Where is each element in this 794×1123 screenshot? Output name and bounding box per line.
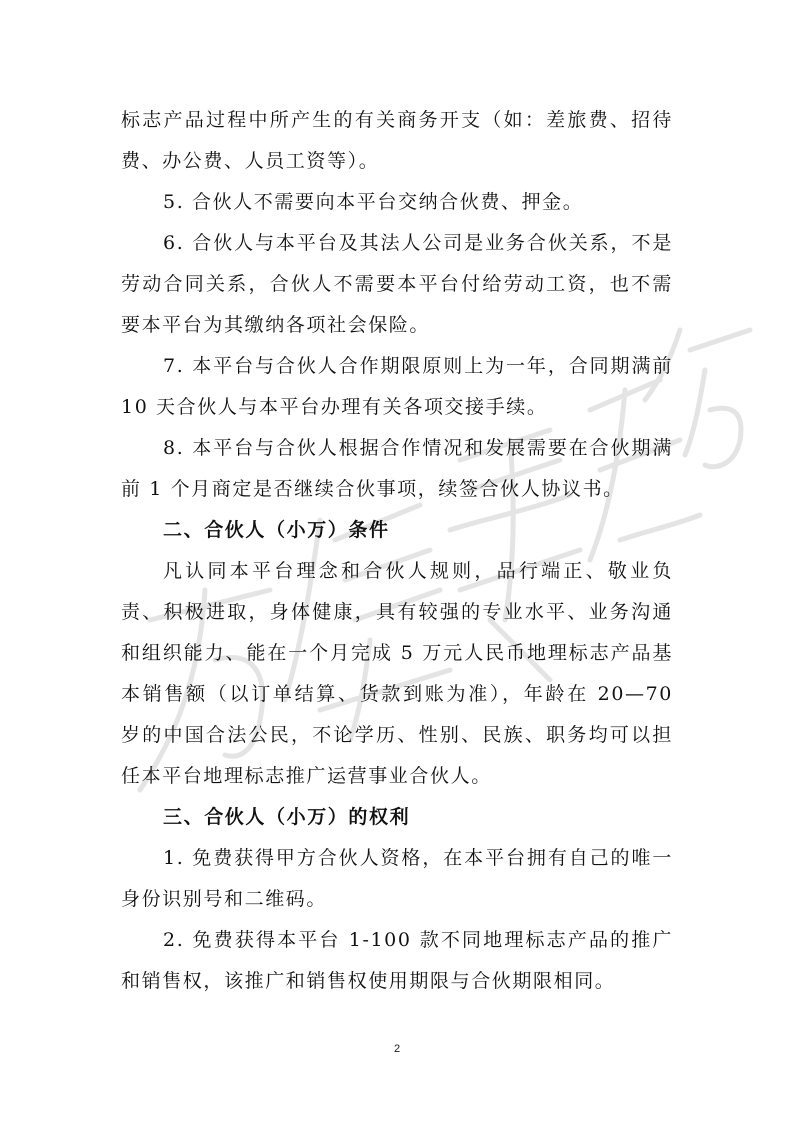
page-number: 2 <box>393 1043 401 1055</box>
body-paragraph: 7. 本平台与合伙人合作期限原则上为一年，合同期满前10 天合伙人与本平台办理有关各项交接手续。 <box>121 355 673 418</box>
section-heading: 三、合伙人（小万）的权利 <box>163 806 411 828</box>
body-paragraph: 凡认同本平台理念和合伙人规则，品行端正、敬业负责、积极进取，身体健康，具有较强的专业水平、业务沟通和组织能力、能在一个月完成 5 万元人民币地理标志产品基本销售额（以订单结算、货款到账为准），年龄在 20—70 岁的中国合法公民，不论学历、性别、民族、职务均可以担任本平台地理标志推广运营事业合伙人。 <box>121 560 673 787</box>
body-paragraph: 6. 合伙人与本平台及其法人公司是业务合伙关系，不是劳动合同关系，合伙人不需要本平台付给劳动工资，也不需要本平台为其缴纳各项社会保险。 <box>121 232 673 336</box>
body-paragraph: 1. 免费获得甲方合伙人资格，在本平台拥有自己的唯一身份识别号和二维码。 <box>121 847 673 910</box>
document-body <box>121 100 673 1002</box>
body-paragraph: 标志产品过程中所产生的有关商务开支（如：差旅费、招待费、办公费、人员工资等）。 <box>121 109 673 172</box>
body-paragraph: 5. 合伙人不需要向本平台交纳合伙费、押金。 <box>163 191 584 213</box>
section-heading: 二、合伙人（小万）条件 <box>163 519 390 541</box>
body-paragraph: 2. 免费获得本平台 1-100 款不同地理标志产品的推广和销售权，该推广和销售权使用期限与合伙期限相同。 <box>121 929 673 992</box>
body-paragraph: 8. 本平台与合伙人根据合作情况和发展需要在合伙期满前 1 个月商定是否继续合伙事项，续签合伙人协议书。 <box>121 437 673 500</box>
